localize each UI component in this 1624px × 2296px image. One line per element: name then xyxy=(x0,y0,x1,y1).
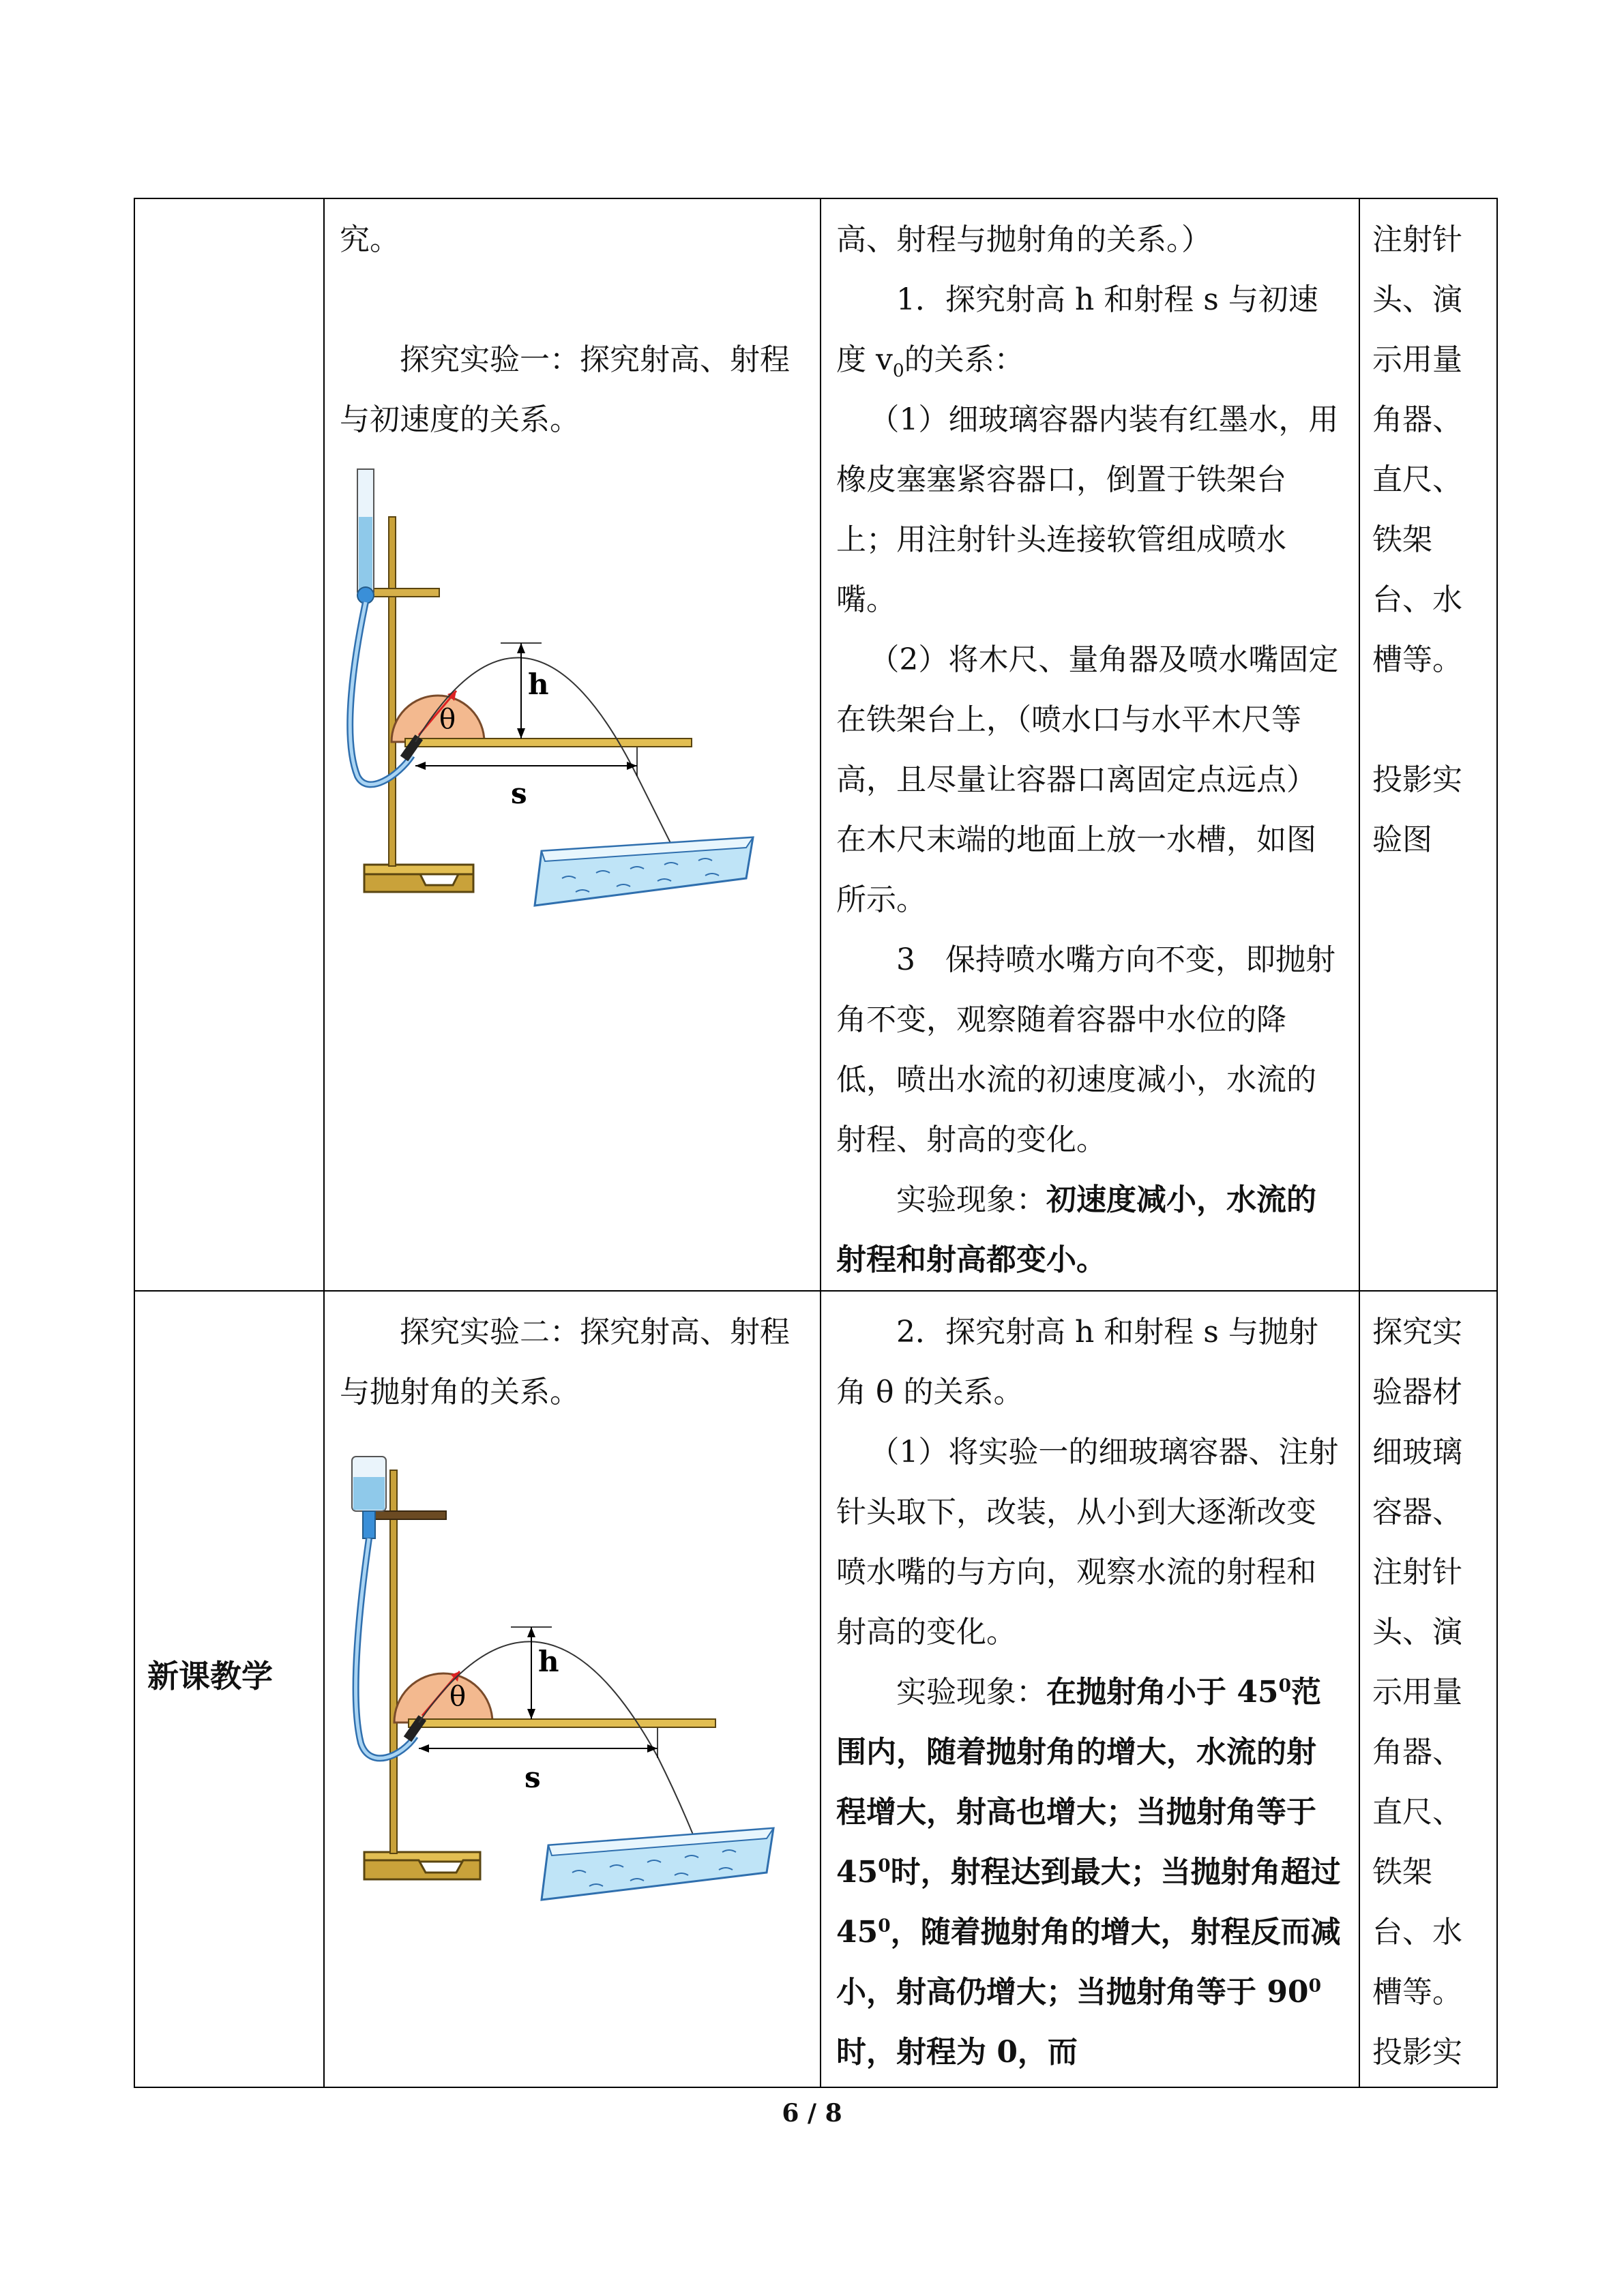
phase-label xyxy=(135,199,323,210)
content-paragraph: 2．探究射高 h 和射程 s 与抛射角 θ 的关系。 xyxy=(836,1315,1318,1410)
activity-text: 究。 xyxy=(340,222,400,257)
phase-cell xyxy=(134,198,324,1291)
content-paragraph: （1）将实验一的细玻璃容器、注射针头取下，改装，从小到大逐渐改变喷水嘴的与方向，观察水流的射程和射高的变化。 xyxy=(836,1435,1339,1650)
observation-paragraph: 实验现象：在抛射角小于 $45^0$范围内，随着抛射角的增大，水流的射程增大，射高也增大；当抛射角等于 $45^0$时，射程达到最大；当抛射角超过 $45^0$，随着抛射角的增大，射程反而减小，射高仍增大；当抛射角等于 $90^0$时，射程为 0，而 xyxy=(836,1675,1341,2070)
table-row xyxy=(134,198,1497,1291)
resources-cell xyxy=(1359,198,1497,1291)
content-paragraph: （2）将木尺、量角器及喷水嘴固定在铁架台上，（喷水口与水平木尺等高，且尽量让容器口离固定点远点）在木尺末端的地面上放一水槽，如图所示。 xyxy=(836,642,1339,917)
content-cell xyxy=(821,198,1359,1291)
page-number: 6 / 8 xyxy=(782,2099,842,2128)
content-paragraph: 3 保持喷水嘴方向不变，即抛射角不变，观察随着容器中水位的降低，喷出水流的初速度减小，水流的射程、射高的变化。 xyxy=(836,942,1335,1157)
resources-text: 投影实 xyxy=(1372,2035,1462,2070)
resources-cell xyxy=(1359,1291,1497,2087)
table-row xyxy=(134,1291,1497,2087)
content-cell xyxy=(821,1291,1359,2087)
activity-cell xyxy=(324,198,821,1291)
content-paragraph: 高、射程与抛射角的关系。） xyxy=(836,222,1211,257)
resources-text: 探究实验器材细玻璃容器、注射针头、演示用量角器、直尺、铁架台、水槽等。 xyxy=(1372,1315,1462,2010)
phase-label: 新课教学 xyxy=(147,1658,273,1695)
height-label: h xyxy=(528,668,549,701)
resources-text: 注射针头、演示用量角器、直尺、铁架台、水槽等。 xyxy=(1372,222,1462,677)
angle-label: θ xyxy=(449,1681,467,1712)
height-label: h xyxy=(538,1645,559,1678)
experiment-diagram xyxy=(337,1443,801,1920)
activity-cell xyxy=(324,1291,821,2087)
phase-cell xyxy=(134,1291,324,2087)
experiment-diagram xyxy=(337,456,773,919)
range-label: s xyxy=(511,777,527,810)
range-label: s xyxy=(525,1761,541,1794)
experiment-title: 探究实验一：探究射高、射程与初速度的关系。 xyxy=(340,342,790,437)
content-paragraph: （1）细玻璃容器内装有红墨水，用橡皮塞塞紧容器口，倒置于铁架台上；用注射针头连接软管组成喷水嘴。 xyxy=(836,402,1339,617)
lesson-table xyxy=(134,198,1498,2088)
experiment-title: 探究实验二：探究射高、射程与抛射角的关系。 xyxy=(340,1315,790,1410)
observation-paragraph: 实验现象：初速度减小，水流的射程和射高都变小。 xyxy=(836,1182,1316,1277)
content-paragraph: 1．探究射高 h 和射程 s 与初速度 $v_0$的关系： xyxy=(836,282,1318,381)
angle-label: θ xyxy=(439,704,456,735)
resources-text: 投影实验图 xyxy=(1372,762,1462,857)
